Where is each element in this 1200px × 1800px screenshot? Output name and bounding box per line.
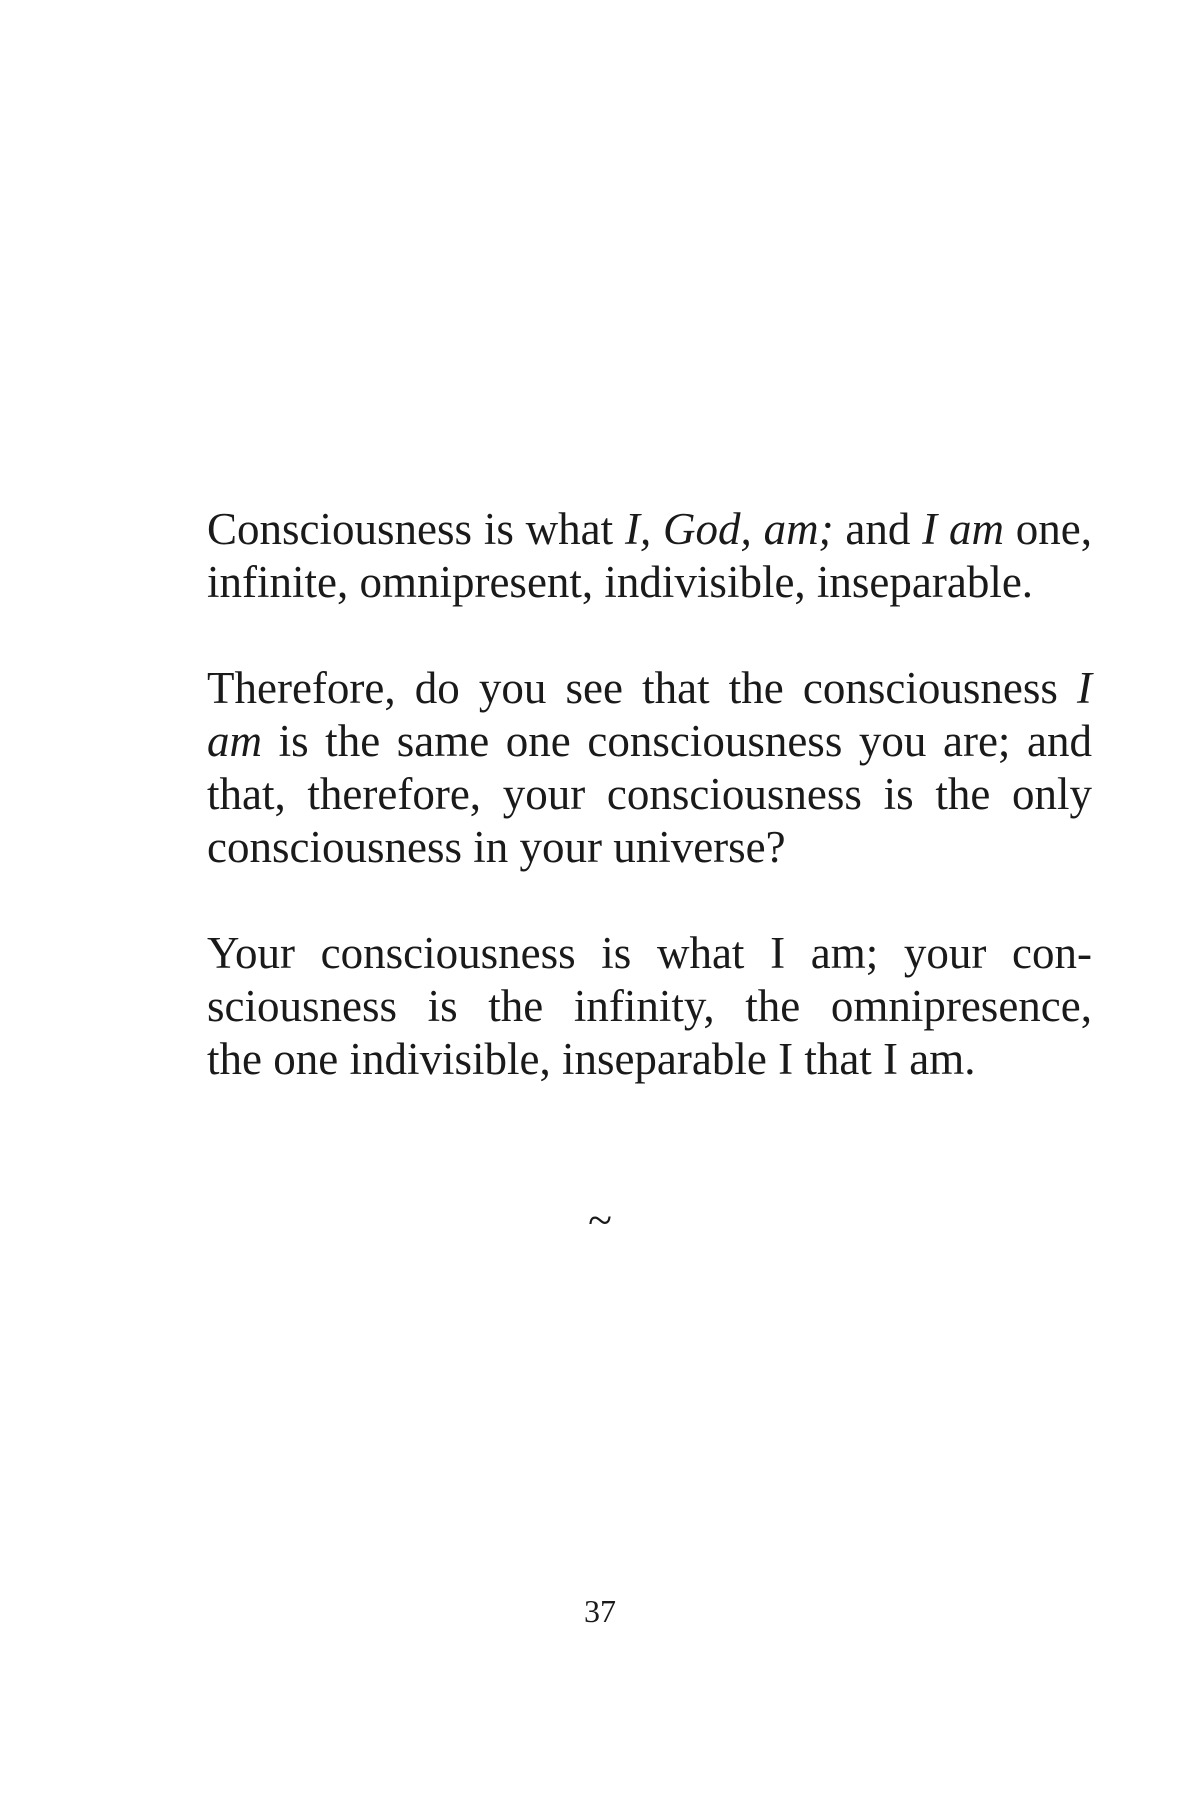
- text-line: [207, 1033, 1092, 1086]
- italic-segment: I, God, am;: [624, 504, 834, 554]
- text-segment: Your consciousness is what I am; your con-: [207, 928, 1092, 978]
- text-segment: that, therefore, your consciousness is the only: [207, 769, 1092, 819]
- italic-segment: am: [207, 716, 262, 766]
- text-segment: consciousness in your universe?: [207, 822, 786, 872]
- text-segment: one,: [1003, 504, 1093, 554]
- text-line: [207, 768, 1092, 821]
- section-break-ornament: ~: [588, 1196, 612, 1245]
- text-segment: infinite, omnipresent, indivisible, inseparable.: [207, 557, 1034, 607]
- text-line: [207, 662, 1092, 715]
- text-segment: is the same one consciousness you are; and: [262, 716, 1092, 766]
- text-line: [207, 821, 1092, 874]
- text-segment: the one indivisible, inseparable I that I am.: [207, 1034, 976, 1084]
- text-line: [207, 503, 1092, 556]
- paragraph-3: [207, 927, 1092, 1086]
- page-number: 37: [584, 1593, 616, 1629]
- text-segment: Consciousness is what: [207, 504, 625, 554]
- text-line: [207, 556, 1092, 609]
- text-line: [207, 715, 1092, 768]
- text-line: [207, 980, 1092, 1033]
- text-segment: sciousness is the infinity, the omnipresence,: [207, 981, 1092, 1031]
- body-text: [207, 503, 1092, 1086]
- paragraph-1: [207, 503, 1092, 609]
- paragraph-2: [207, 662, 1092, 874]
- text-line: [207, 927, 1092, 980]
- text-segment: Therefore, do you see that the consciousness: [207, 663, 1077, 713]
- italic-segment: I: [1077, 663, 1092, 713]
- text-segment: and: [833, 504, 923, 554]
- italic-segment: I am: [922, 504, 1004, 554]
